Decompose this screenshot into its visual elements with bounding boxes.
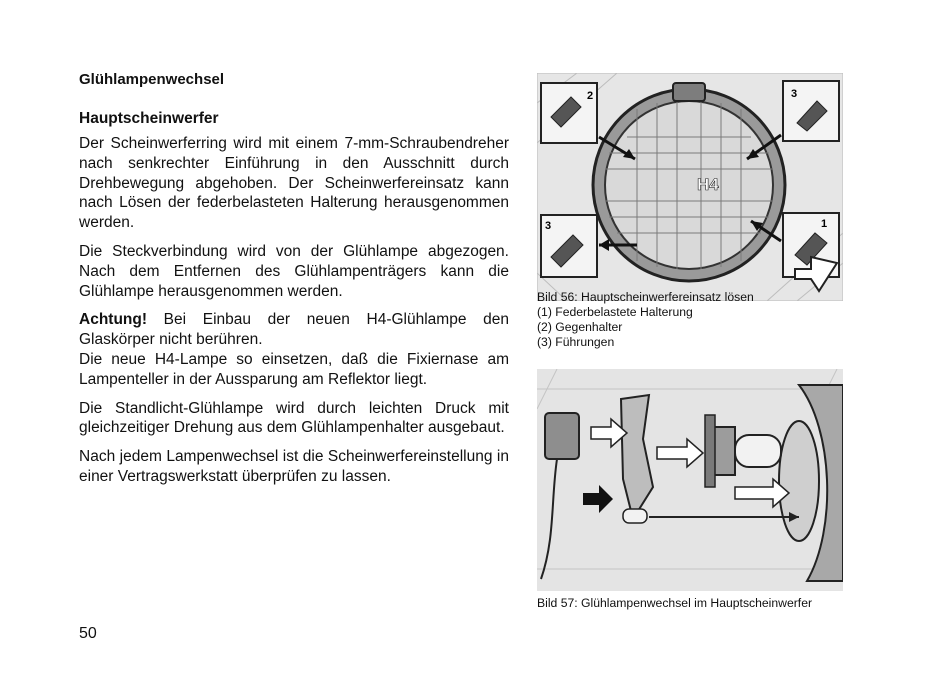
caption-line: (1) Federbelastete Halterung (537, 305, 693, 319)
headlight-insert-illustration (537, 73, 843, 301)
paragraph-warning (79, 310, 509, 350)
warning-label: Achtung! (79, 311, 148, 329)
figure-57-caption: Bild 57: Glühlampenwechsel im Hauptscheinwerfer (537, 596, 813, 610)
callout-3-top-label: 3 (791, 88, 798, 100)
bulb-change-illustration (537, 369, 843, 591)
warning-text: Bei Einbau der neuen H4-Glühlampe den Glaskörper nicht berühren. (79, 311, 509, 349)
callout-3-bottom-label: 3 (545, 220, 552, 232)
callout-2-label: 2 (587, 90, 594, 102)
paragraph-parking-light: Die Standlicht-Glühlampe wird durch leichten Druck mit gleichzeitiger Drehung aus dem Glühlampenhalter ausgebaut. (79, 399, 509, 437)
body-text (79, 134, 509, 496)
caption-line: (2) Gegenhalter (537, 320, 623, 334)
paragraph-adjustment: Nach jedem Lampenwechsel ist die Scheinwerfereinstellung in einer Vertragswerkstatt überprüfen zu lassen. (79, 448, 509, 485)
section-title: Glühlampenwechsel (79, 71, 225, 88)
subsection-title: Hauptscheinwerfer (79, 110, 219, 127)
paragraph-ring-removal: Der Scheinwerferring wird mit einem 7-mm-Schraubendreher nach senkrechter Einführung in den Ausschnitt durch Drehbewegung abgehoben. Der Scheinwerfereinsatz kann nach Lösen der federbelasteten Halterung herausgenommen werden. (79, 135, 509, 232)
paragraph-connector: Die Steckverbindung wird von der Glühlampe abgezogen. Nach dem Entfernen des Glühlampenträgers kann die Glühlampe herausgenommen werden. (79, 242, 509, 300)
callout-1-label: 1 (821, 218, 828, 230)
caption-line: (3) Führungen (537, 335, 615, 349)
page-number: 50 (79, 625, 97, 642)
figure-56-caption (537, 290, 754, 350)
paragraph-h4-install: Die neue H4-Lampe so einsetzen, daß die Fixiernase am Lampenteller in der Aussparung am Reflektor liegt. (79, 350, 509, 388)
caption-line: Bild 56: Hauptscheinwerfereinsatz lösen (537, 290, 754, 304)
h4-lamp-label: H4 (697, 175, 719, 194)
